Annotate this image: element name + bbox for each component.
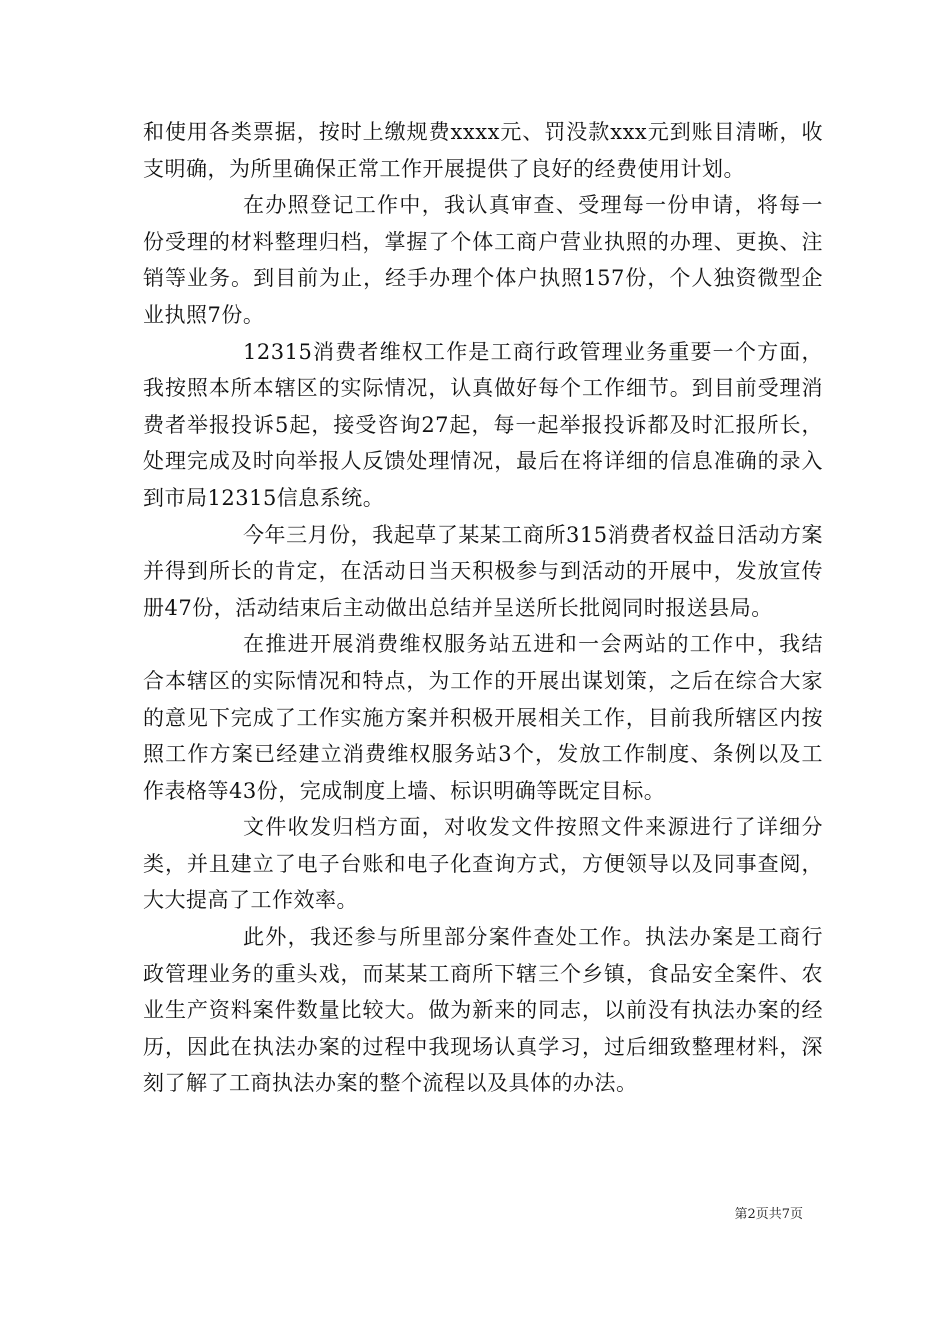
document-body bbox=[143, 114, 823, 1102]
paragraph-file-archiving: 文件收发归档方面，对收发文件按照文件来源进行了详细分类，并且建立了电子台账和电子化查询方式，方便领导以及同事查阅，大大提高了工作效率。 bbox=[143, 815, 823, 913]
page-number: 第2页共7页 bbox=[734, 1207, 803, 1222]
paragraph-law-enforcement: 此外，我还参与所里部分案件查处工作。执法办案是工商行政管理业务的重头戏，而某某工商所下辖三个乡镇，食品安全案件、农业生产资料案件数量比较大。做为新来的同志，以前没有执法办案的经历，因此在执法办案的过程中我现场认真学习，过后细致整理材料，深刻了解了工商执法办案的整个流程以及具体的办法。 bbox=[143, 925, 823, 1096]
paragraph-12315: 12315消费者维权工作是工商行政管理业务重要一个方面，我按照本所本辖区的实际情况，认真做好每个工作细节。到目前受理消费者举报投诉5起，接受咨询27起，每一起举报投诉都及时汇报所长，处理完成及时向举报人反馈处理情况，最后在将详细的信息准确的录入到市局12315信息系统。 bbox=[143, 339, 823, 510]
paragraph-service-station: 在推进开展消费维权服务站五进和一会两站的工作中，我结合本辖区的实际情况和特点，为工作的开展出谋划策，之后在综合大家的意见下完成了工作实施方案并积极开展相关工作，目前我所辖区内按照工作方案已经建立消费维权服务站3个，发放工作制度、条例以及工作表格等43份，完成制度上墙、标识明确等既定目标。 bbox=[143, 632, 823, 803]
paragraph-continuation: 和使用各类票据，按时上缴规费xxxx元、罚没款xxx元到账目清晰，收支明确，为所里确保正常工作开展提供了良好的经费使用计划。 bbox=[143, 120, 823, 181]
paragraph-registration: 在办照登记工作中，我认真审查、受理每一份申请，将每一份受理的材料整理归档，掌握了个体工商户营业执照的办理、更换、注销等业务。到目前为止，经手办理个体户执照157份，个人独资微型企业执照7份。 bbox=[143, 193, 823, 327]
paragraph-315-activity: 今年三月份，我起草了某某工商所315消费者权益日活动方案并得到所长的肯定，在活动日当天积极参与到活动的开展中，发放宣传册47份，活动结束后主动做出总结并呈送所长批阅同时报送县局。 bbox=[143, 522, 823, 620]
